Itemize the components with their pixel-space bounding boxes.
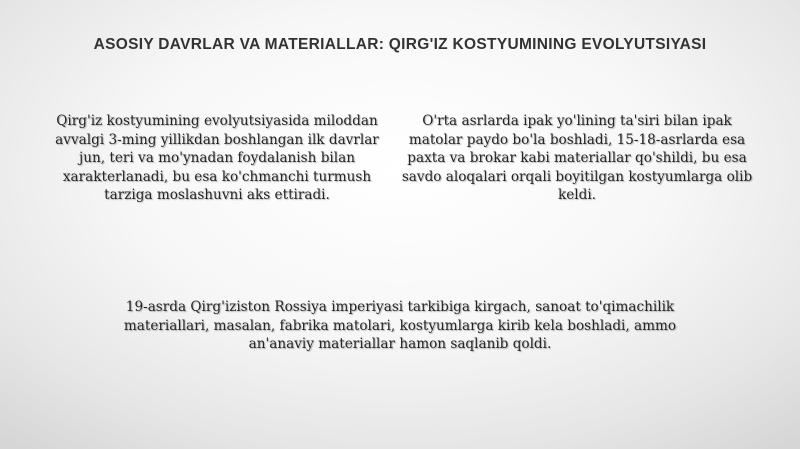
slide-title: ASOSIY DAVRLAR VA MATERIALLAR: QIRG'IZ KOSTYUMINING EVOLYUTSIYASI (93, 36, 707, 53)
paragraph-middle-ages: O'rta asrlarda ipak yo'lining ta'siri bilan ipak matolar paydo bo'la boshladi, 15-18-asrlarda esa paxta va brokar kabi materiallar qo'shildi, bu esa savdo aloqalari orqali boyitilgan kostyumlarga olib keldi. (401, 113, 753, 204)
paragraph-early-periods: Qirg'iz kostyumining evolyutsiyasida miloddan avvalgi 3-ming yillikdan boshlangan ilk davrlar jun, teri va mo'ynadan foydalanish bilan xarakterlanadi, bu esa ko'chmanchi turmush tarziga moslashuvni aks ettiradi. (55, 113, 379, 204)
paragraph-19th-century: 19-asrda Qirg'iziston Rossiya imperiyasi tarkibiga kirgach, sanoat to'qimachilik materiallari, masalan, fabrika matolari, kostyumlarga kirib kela boshladi, ammo an'anaviy materiallar hamon saqlanib qoldi. (123, 299, 677, 353)
